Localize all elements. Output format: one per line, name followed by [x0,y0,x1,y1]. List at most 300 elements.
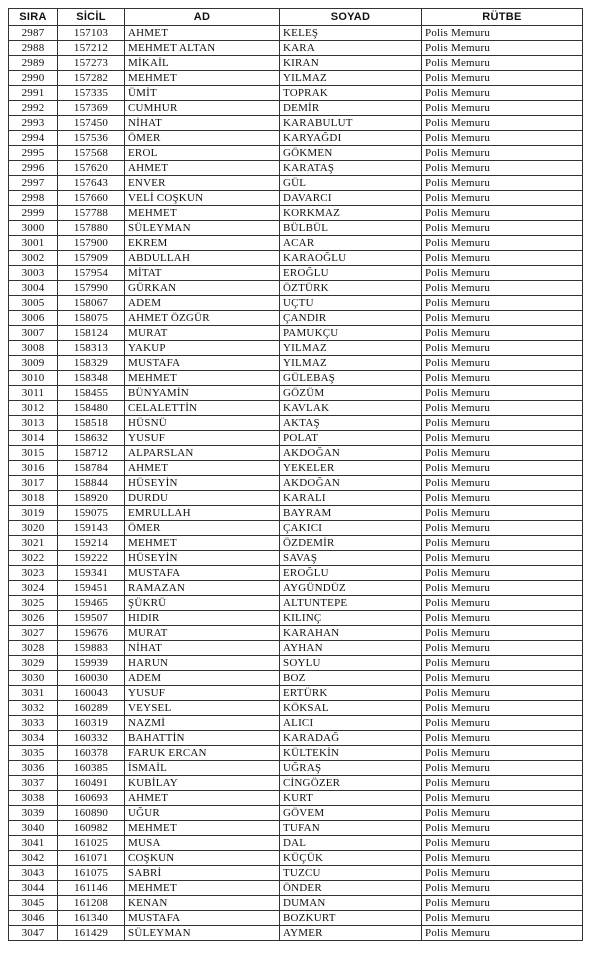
table-row [9,161,583,176]
rutbe-cell: Polis Memuru [422,566,583,581]
table-row [9,746,583,761]
sicil-cell: 157900 [58,236,125,251]
sira-cell: 3045 [9,896,58,911]
table-row [9,566,583,581]
soyad-cell: AKTAŞ [280,416,422,431]
sira-cell: 3038 [9,791,58,806]
table-row [9,191,583,206]
table-header [9,9,583,26]
ad-cell: HARUN [125,656,280,671]
soyad-cell: KARABULUT [280,116,422,131]
rutbe-cell: Polis Memuru [422,911,583,926]
sicil-cell: 157536 [58,131,125,146]
ad-cell: MEHMET [125,881,280,896]
rutbe-cell: Polis Memuru [422,866,583,881]
ad-cell: KUBİLAY [125,776,280,791]
sira-cell: 3004 [9,281,58,296]
ad-cell: MUSA [125,836,280,851]
table-row [9,296,583,311]
sira-cell: 3034 [9,731,58,746]
ad-cell: MUSTAFA [125,356,280,371]
soyad-cell: KARATAŞ [280,161,422,176]
soyad-cell: KARA [280,41,422,56]
sira-cell: 3003 [9,266,58,281]
sicil-cell: 157282 [58,71,125,86]
sicil-cell: 160319 [58,716,125,731]
sira-cell: 3016 [9,461,58,476]
rutbe-cell: Polis Memuru [422,266,583,281]
soyad-cell: BÜLBÜL [280,221,422,236]
table-row [9,236,583,251]
sira-cell: 2997 [9,176,58,191]
sicil-cell: 160982 [58,821,125,836]
column-header-sicil: SİCİL [58,9,125,26]
sicil-cell: 161429 [58,926,125,941]
sicil-cell: 158480 [58,401,125,416]
sicil-cell: 158632 [58,431,125,446]
rutbe-cell: Polis Memuru [422,491,583,506]
sicil-cell: 159465 [58,596,125,611]
sicil-cell: 157788 [58,206,125,221]
sicil-cell: 157643 [58,176,125,191]
sira-cell: 3015 [9,446,58,461]
soyad-cell: KARYAĞDI [280,131,422,146]
rutbe-cell: Polis Memuru [422,251,583,266]
rutbe-cell: Polis Memuru [422,206,583,221]
table-row [9,251,583,266]
sicil-cell: 161071 [58,851,125,866]
ad-cell: EROL [125,146,280,161]
soyad-cell: SOYLU [280,656,422,671]
rutbe-cell: Polis Memuru [422,671,583,686]
sira-cell: 2995 [9,146,58,161]
sicil-cell: 157273 [58,56,125,71]
sicil-cell: 158075 [58,311,125,326]
rutbe-cell: Polis Memuru [422,461,583,476]
soyad-cell: KÜÇÜK [280,851,422,866]
rutbe-cell: Polis Memuru [422,131,583,146]
soyad-cell: KIRAN [280,56,422,71]
rutbe-cell: Polis Memuru [422,851,583,866]
sira-cell: 3001 [9,236,58,251]
soyad-cell: TUFAN [280,821,422,836]
rutbe-cell: Polis Memuru [422,806,583,821]
table-row [9,881,583,896]
rutbe-cell: Polis Memuru [422,536,583,551]
soyad-cell: SAVAŞ [280,551,422,566]
ad-cell: HÜSEYİN [125,476,280,491]
sicil-cell: 160890 [58,806,125,821]
soyad-cell: BOZKURT [280,911,422,926]
sira-cell: 2994 [9,131,58,146]
rutbe-cell: Polis Memuru [422,71,583,86]
sicil-cell: 161075 [58,866,125,881]
rutbe-cell: Polis Memuru [422,56,583,71]
personnel-table [8,8,583,941]
sicil-cell: 158329 [58,356,125,371]
sira-cell: 3028 [9,641,58,656]
sira-cell: 3012 [9,401,58,416]
ad-cell: BÜNYAMİN [125,386,280,401]
sicil-cell: 159451 [58,581,125,596]
ad-cell: AHMET [125,161,280,176]
sicil-cell: 159341 [58,566,125,581]
ad-cell: KENAN [125,896,280,911]
rutbe-cell: Polis Memuru [422,311,583,326]
rutbe-cell: Polis Memuru [422,791,583,806]
sira-cell: 3023 [9,566,58,581]
ad-cell: ŞÜKRÜ [125,596,280,611]
rutbe-cell: Polis Memuru [422,371,583,386]
rutbe-cell: Polis Memuru [422,116,583,131]
soyad-cell: GÖVEM [280,806,422,821]
sira-cell: 3010 [9,371,58,386]
soyad-cell: ÇANDIR [280,311,422,326]
rutbe-cell: Polis Memuru [422,26,583,41]
ad-cell: VELİ COŞKUN [125,191,280,206]
sira-cell: 3047 [9,926,58,941]
soyad-cell: GÖZÜM [280,386,422,401]
sicil-cell: 160030 [58,671,125,686]
soyad-cell: ÇAKICI [280,521,422,536]
soyad-cell: UĞRAŞ [280,761,422,776]
sicil-cell: 157450 [58,116,125,131]
ad-cell: MİTAT [125,266,280,281]
sicil-cell: 160491 [58,776,125,791]
ad-cell: NAZMİ [125,716,280,731]
sira-cell: 3021 [9,536,58,551]
table-row [9,716,583,731]
rutbe-cell: Polis Memuru [422,746,583,761]
sira-cell: 3043 [9,866,58,881]
table-row [9,656,583,671]
sicil-cell: 157103 [58,26,125,41]
sira-cell: 2999 [9,206,58,221]
table-row [9,836,583,851]
sira-cell: 2993 [9,116,58,131]
rutbe-cell: Polis Memuru [422,191,583,206]
rutbe-cell: Polis Memuru [422,296,583,311]
table-row [9,176,583,191]
table-row [9,821,583,836]
soyad-cell: DUMAN [280,896,422,911]
sira-cell: 3026 [9,611,58,626]
table-row [9,791,583,806]
sicil-cell: 158844 [58,476,125,491]
sira-cell: 3009 [9,356,58,371]
table-row [9,671,583,686]
column-header-sira: SIRA [9,9,58,26]
soyad-cell: EROĞLU [280,566,422,581]
ad-cell: ABDULLAH [125,251,280,266]
rutbe-cell: Polis Memuru [422,896,583,911]
ad-cell: ADEM [125,296,280,311]
ad-cell: BAHATTİN [125,731,280,746]
ad-cell: RAMAZAN [125,581,280,596]
rutbe-cell: Polis Memuru [422,41,583,56]
sicil-cell: 158067 [58,296,125,311]
rutbe-cell: Polis Memuru [422,836,583,851]
table-row [9,311,583,326]
rutbe-cell: Polis Memuru [422,611,583,626]
soyad-cell: KILINÇ [280,611,422,626]
ad-cell: MEHMET [125,821,280,836]
sira-cell: 3020 [9,521,58,536]
ad-cell: HÜSNÜ [125,416,280,431]
sira-cell: 3040 [9,821,58,836]
sicil-cell: 157335 [58,86,125,101]
ad-cell: ADEM [125,671,280,686]
sicil-cell: 161208 [58,896,125,911]
sicil-cell: 157954 [58,266,125,281]
sira-cell: 3002 [9,251,58,266]
sicil-cell: 160289 [58,701,125,716]
soyad-cell: UÇTU [280,296,422,311]
table-row [9,71,583,86]
table-row [9,386,583,401]
sira-cell: 3005 [9,296,58,311]
table-row [9,146,583,161]
rutbe-cell: Polis Memuru [422,506,583,521]
sicil-cell: 158124 [58,326,125,341]
soyad-cell: AYGÜNDÜZ [280,581,422,596]
ad-cell: AHMET ÖZGÜR [125,311,280,326]
table-row [9,26,583,41]
ad-cell: MEHMET [125,206,280,221]
table-row [9,911,583,926]
sira-cell: 3024 [9,581,58,596]
sicil-cell: 159939 [58,656,125,671]
sira-cell: 3039 [9,806,58,821]
ad-cell: YUSUF [125,686,280,701]
sira-cell: 3032 [9,701,58,716]
sira-cell: 3017 [9,476,58,491]
soyad-cell: KARAHAN [280,626,422,641]
sicil-cell: 160693 [58,791,125,806]
table-row [9,491,583,506]
table-row [9,926,583,941]
soyad-cell: KÜLTEKİN [280,746,422,761]
rutbe-cell: Polis Memuru [422,596,583,611]
ad-cell: AHMET [125,26,280,41]
ad-cell: NİHAT [125,641,280,656]
ad-cell: EKREM [125,236,280,251]
sicil-cell: 158712 [58,446,125,461]
sira-cell: 3006 [9,311,58,326]
sira-cell: 3018 [9,491,58,506]
table-row [9,851,583,866]
table-row [9,596,583,611]
table-row [9,896,583,911]
sira-cell: 3019 [9,506,58,521]
sira-cell: 3033 [9,716,58,731]
table-row [9,56,583,71]
rutbe-cell: Polis Memuru [422,326,583,341]
sicil-cell: 159075 [58,506,125,521]
sicil-cell: 161146 [58,881,125,896]
rutbe-cell: Polis Memuru [422,881,583,896]
ad-cell: DURDU [125,491,280,506]
table-row [9,431,583,446]
sicil-cell: 158313 [58,341,125,356]
ad-cell: MUSTAFA [125,566,280,581]
soyad-cell: KELEŞ [280,26,422,41]
sira-cell: 3027 [9,626,58,641]
soyad-cell: GÜLEBAŞ [280,371,422,386]
sira-cell: 3030 [9,671,58,686]
soyad-cell: YILMAZ [280,71,422,86]
table-row [9,416,583,431]
soyad-cell: KARALI [280,491,422,506]
table-row [9,626,583,641]
sira-cell: 3044 [9,881,58,896]
soyad-cell: CİNGÖZER [280,776,422,791]
table-row [9,731,583,746]
rutbe-cell: Polis Memuru [422,236,583,251]
table-row [9,551,583,566]
rutbe-cell: Polis Memuru [422,386,583,401]
table-row [9,356,583,371]
ad-cell: İSMAİL [125,761,280,776]
ad-cell: HIDIR [125,611,280,626]
sicil-cell: 157620 [58,161,125,176]
rutbe-cell: Polis Memuru [422,431,583,446]
sira-cell: 3011 [9,386,58,401]
sicil-cell: 159676 [58,626,125,641]
soyad-cell: EROĞLU [280,266,422,281]
rutbe-cell: Polis Memuru [422,641,583,656]
sira-cell: 2988 [9,41,58,56]
table-row [9,281,583,296]
table-row [9,686,583,701]
soyad-cell: AYHAN [280,641,422,656]
ad-cell: YUSUF [125,431,280,446]
sicil-cell: 160043 [58,686,125,701]
sira-cell: 2989 [9,56,58,71]
rutbe-cell: Polis Memuru [422,716,583,731]
ad-cell: SÜLEYMAN [125,926,280,941]
soyad-cell: AKDOĞAN [280,446,422,461]
ad-cell: NİHAT [125,116,280,131]
sicil-cell: 159222 [58,551,125,566]
soyad-cell: BAYRAM [280,506,422,521]
sicil-cell: 158920 [58,491,125,506]
table-row [9,206,583,221]
sicil-cell: 159883 [58,641,125,656]
table-row [9,476,583,491]
rutbe-cell: Polis Memuru [422,521,583,536]
table-row [9,461,583,476]
sira-cell: 3041 [9,836,58,851]
rutbe-cell: Polis Memuru [422,101,583,116]
rutbe-cell: Polis Memuru [422,221,583,236]
ad-cell: ÜMİT [125,86,280,101]
soyad-cell: ALTUNTEPE [280,596,422,611]
rutbe-cell: Polis Memuru [422,176,583,191]
sicil-cell: 158784 [58,461,125,476]
table-row [9,266,583,281]
sicil-cell: 158348 [58,371,125,386]
rutbe-cell: Polis Memuru [422,416,583,431]
table-body [9,26,583,941]
sira-cell: 3029 [9,656,58,671]
table-row [9,326,583,341]
sicil-cell: 157369 [58,101,125,116]
table-row [9,761,583,776]
ad-cell: COŞKUN [125,851,280,866]
table-row [9,116,583,131]
rutbe-cell: Polis Memuru [422,686,583,701]
sira-cell: 3022 [9,551,58,566]
sira-cell: 3025 [9,596,58,611]
ad-cell: GÜRKAN [125,281,280,296]
soyad-cell: ÖZTÜRK [280,281,422,296]
rutbe-cell: Polis Memuru [422,821,583,836]
sicil-cell: 160332 [58,731,125,746]
rutbe-cell: Polis Memuru [422,146,583,161]
soyad-cell: ALICI [280,716,422,731]
sicil-cell: 157909 [58,251,125,266]
ad-cell: ÖMER [125,521,280,536]
soyad-cell: KÖKSAL [280,701,422,716]
sicil-cell: 159507 [58,611,125,626]
soyad-cell: DAVARCI [280,191,422,206]
ad-cell: SÜLEYMAN [125,221,280,236]
ad-cell: UĞUR [125,806,280,821]
rutbe-cell: Polis Memuru [422,86,583,101]
table-row [9,521,583,536]
sicil-cell: 157990 [58,281,125,296]
soyad-cell: ACAR [280,236,422,251]
table-row [9,86,583,101]
soyad-cell: KORKMAZ [280,206,422,221]
sicil-cell: 160378 [58,746,125,761]
ad-cell: MURAT [125,326,280,341]
ad-cell: HÜSEYİN [125,551,280,566]
ad-cell: VEYSEL [125,701,280,716]
sira-cell: 2996 [9,161,58,176]
soyad-cell: TUZCU [280,866,422,881]
sira-cell: 3031 [9,686,58,701]
soyad-cell: AKDOĞAN [280,476,422,491]
soyad-cell: GÜL [280,176,422,191]
soyad-cell: YILMAZ [280,341,422,356]
soyad-cell: YILMAZ [280,356,422,371]
table-row [9,371,583,386]
rutbe-cell: Polis Memuru [422,761,583,776]
ad-cell: MUSTAFA [125,911,280,926]
soyad-cell: KAVLAK [280,401,422,416]
ad-cell: CELALETTİN [125,401,280,416]
sira-cell: 3013 [9,416,58,431]
soyad-cell: DAL [280,836,422,851]
soyad-cell: TOPRAK [280,86,422,101]
ad-cell: CUMHUR [125,101,280,116]
ad-cell: AHMET [125,461,280,476]
soyad-cell: KARAOĞLU [280,251,422,266]
rutbe-cell: Polis Memuru [422,701,583,716]
table-row [9,536,583,551]
ad-cell: FARUK ERCAN [125,746,280,761]
rutbe-cell: Polis Memuru [422,581,583,596]
sira-cell: 3036 [9,761,58,776]
soyad-cell: ÖZDEMİR [280,536,422,551]
ad-cell: ENVER [125,176,280,191]
soyad-cell: AYMER [280,926,422,941]
rutbe-cell: Polis Memuru [422,356,583,371]
table-row [9,701,583,716]
table-row [9,806,583,821]
